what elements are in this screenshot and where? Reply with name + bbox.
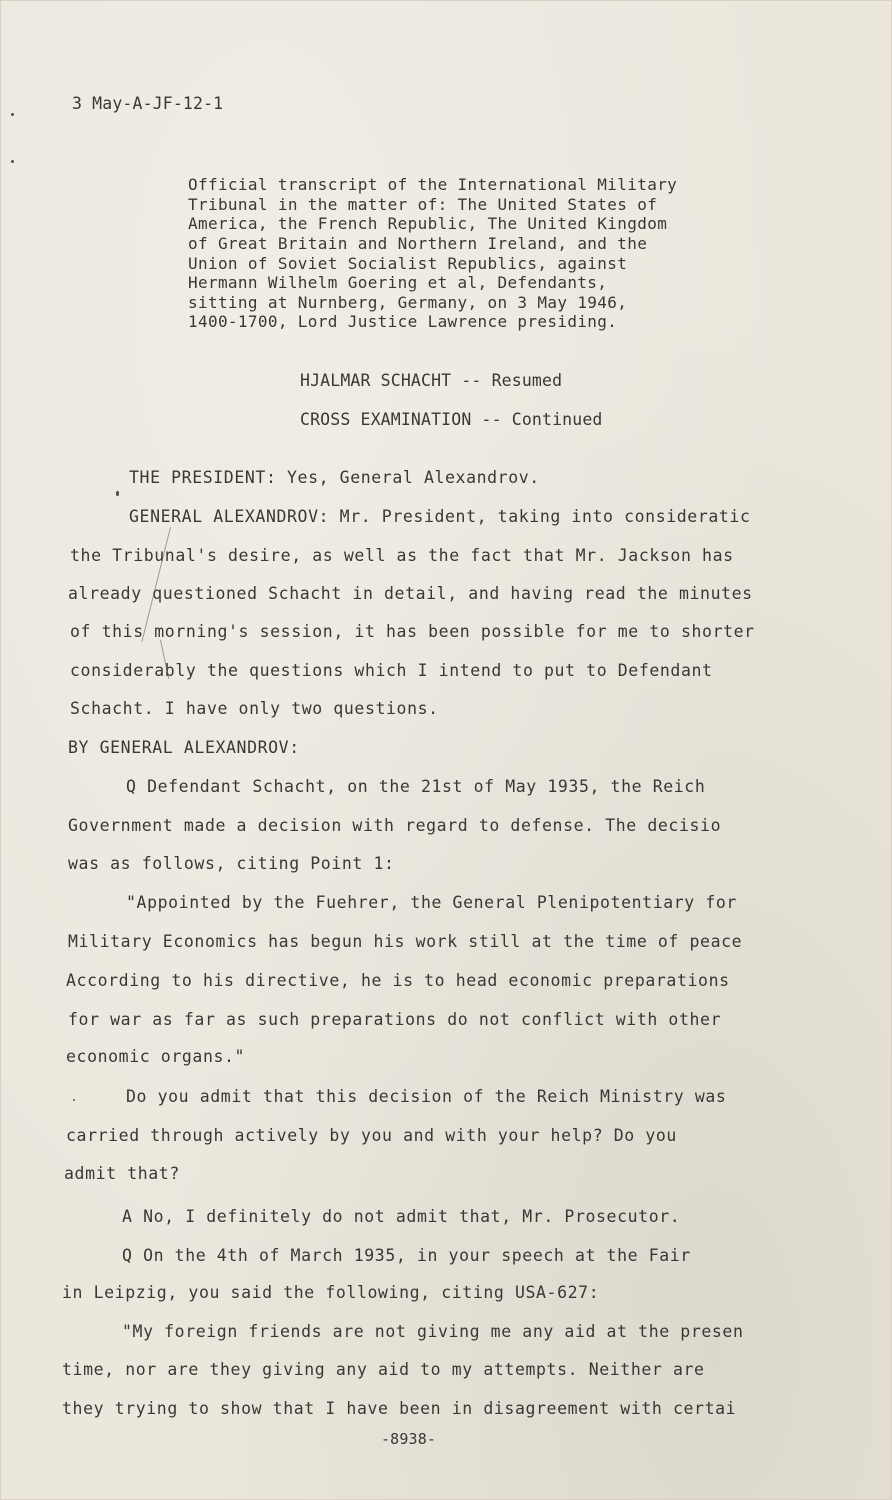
header-line: of Great Britain and Northern Ireland, and the (188, 234, 648, 253)
body-line: Military Economics has begun his work still at the time of peace (68, 932, 743, 951)
body-line: Government made a decision with regard to defense. The decisio (68, 816, 722, 835)
header-line: sitting at Nurnberg, Germany, on 3 May 1946, (188, 293, 628, 312)
body-line: admit that? (64, 1164, 180, 1183)
examiner-heading: BY GENERAL ALEXANDROV: (68, 738, 300, 757)
header-line: Official transcript of the International Military (188, 175, 678, 194)
body-line: already questioned Schacht in detail, and having read the minutes (68, 584, 753, 603)
body-line: the Tribunal's desire, as well as the fact that Mr. Jackson has (70, 546, 734, 565)
body-line: "My foreign friends are not giving me any aid at the presen (122, 1322, 744, 1341)
stray-ink-mark (73, 1099, 75, 1101)
header-line: Hermann Wilhelm Goering et al, Defendants, (188, 273, 608, 292)
page-id: 3 May-A-JF-12-1 (72, 94, 224, 113)
body-line: economic organs." (66, 1047, 246, 1066)
body-line: GENERAL ALEXANDROV: Mr. President, taking into consideratic (129, 507, 751, 526)
body-line: "Appointed by the Fuehrer, the General Plenipotentiary for (126, 893, 737, 912)
page-number: -8938- (381, 1430, 437, 1448)
body-line: Q Defendant Schacht, on the 21st of May 1935, the Reich (126, 777, 706, 796)
header-line: Tribunal in the matter of: The United States of (188, 195, 658, 214)
body-line: was as follows, citing Point 1: (68, 854, 395, 873)
examination-title: CROSS EXAMINATION -- Continued (300, 410, 603, 429)
body-line: time, nor are they giving any aid to my attempts. Neither are (62, 1360, 705, 1379)
body-line: they trying to show that I have been in disagreement with certai (62, 1399, 737, 1418)
body-line: carried through actively by you and with your help? Do you (66, 1126, 677, 1145)
witness-title: HJALMAR SCHACHT -- Resumed (300, 371, 563, 390)
body-line: Q On the 4th of March 1935, in your speech at the Fair (122, 1246, 691, 1265)
body-line: of this morning's session, it has been possible for me to shorter (70, 622, 755, 641)
body-line: According to his directive, he is to head economic preparations (66, 971, 730, 990)
header-line: America, the French Republic, The United Kingdom (188, 214, 668, 233)
header-line: 1400-1700, Lord Justice Lawrence presiding. (188, 312, 618, 331)
stray-ink-mark (11, 160, 14, 163)
body-line: considerably the questions which I intend to put to Defendant (70, 661, 713, 680)
header-line: Union of Soviet Socialist Republics, against (188, 254, 628, 273)
body-line: for war as far as such preparations do not conflict with other (68, 1010, 722, 1029)
body-line: THE PRESIDENT: Yes, General Alexandrov. (129, 468, 540, 487)
body-line: Do you admit that this decision of the Reich Ministry was (126, 1087, 727, 1106)
body-line: in Leipzig, you said the following, citing USA-627: (62, 1283, 600, 1302)
body-line: Schacht. I have only two questions. (70, 699, 439, 718)
stray-ink-mark (116, 491, 119, 496)
stray-ink-mark (11, 113, 14, 116)
body-line: A No, I definitely do not admit that, Mr. Prosecutor. (122, 1207, 681, 1226)
